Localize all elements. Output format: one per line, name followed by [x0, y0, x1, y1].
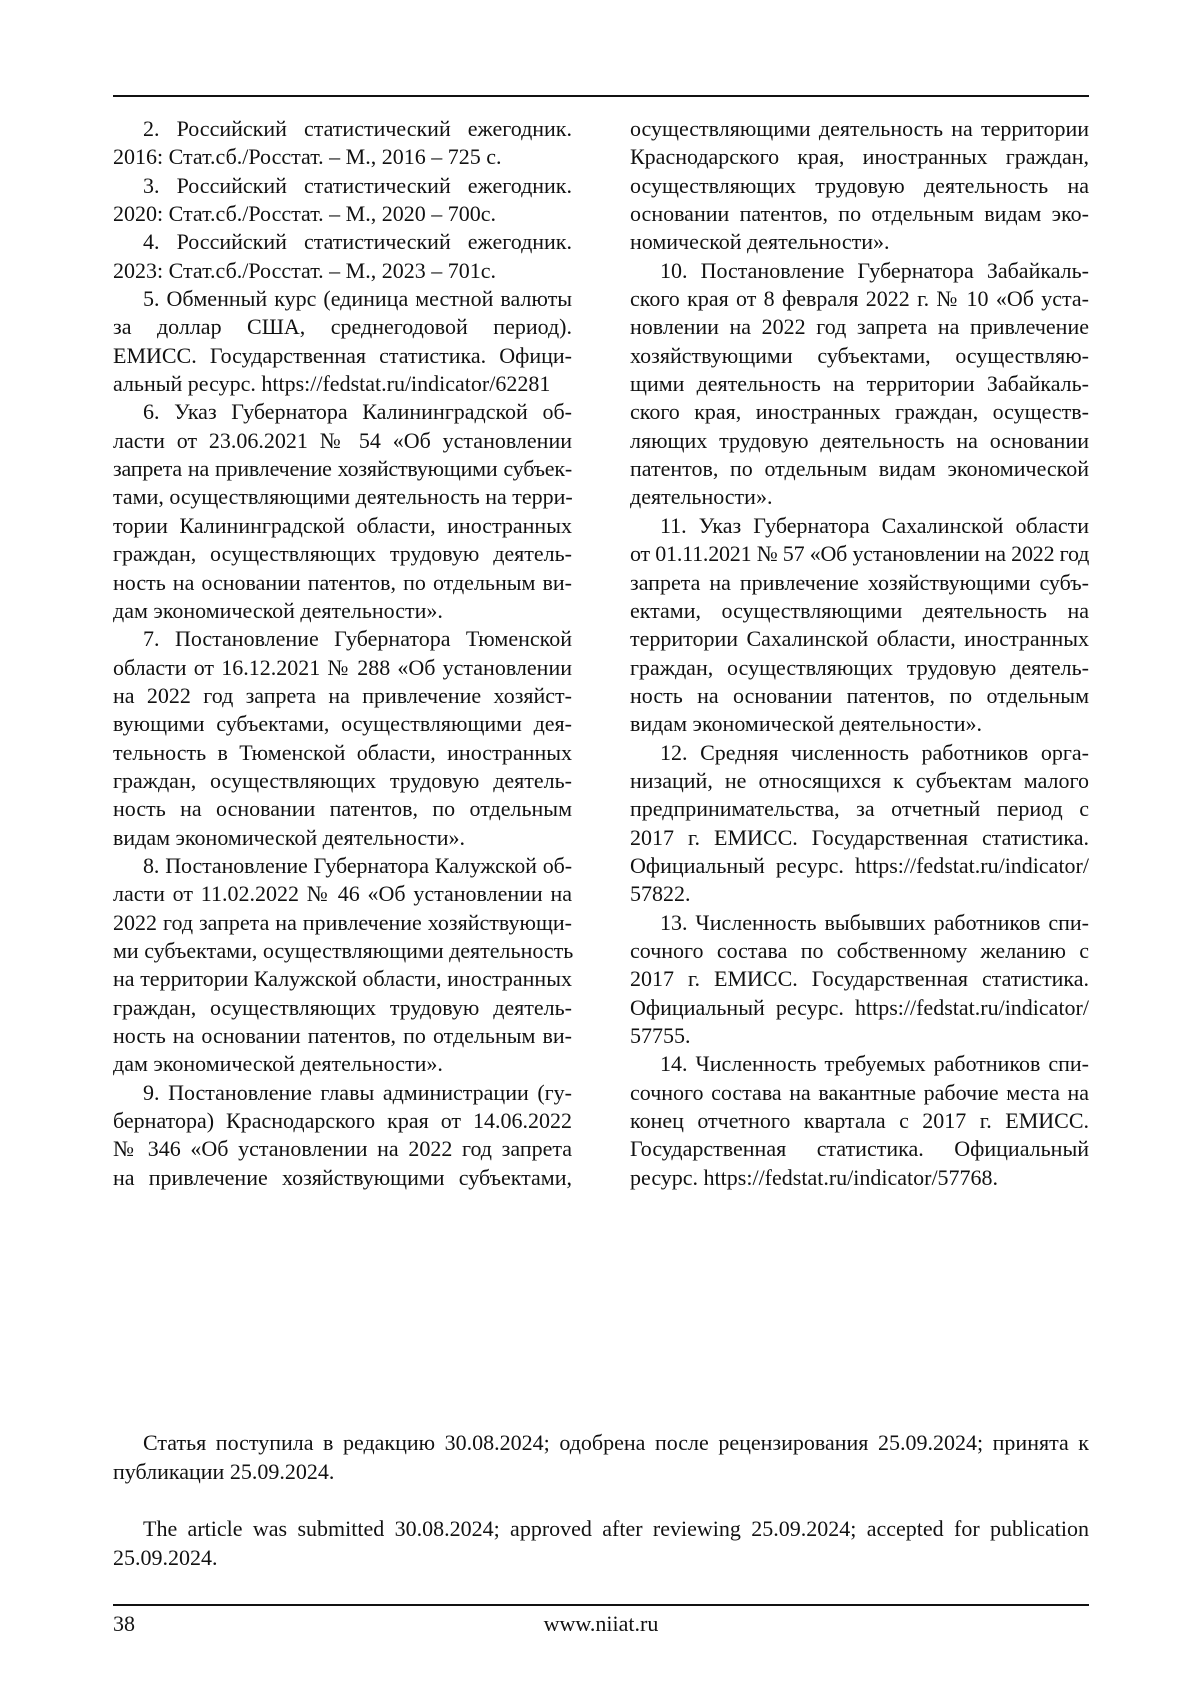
- reference-line: Официальный ресурс. https://fedstat.ru/indicator/: [630, 994, 1089, 1022]
- reference-line: тории Калининградской области, иностранных: [113, 512, 572, 540]
- reference-line: 2. Российский статистический ежегодник.: [113, 115, 572, 143]
- reference-item: [113, 285, 572, 398]
- reference-line: запрета на привлечение хозяйствующими субъ-: [630, 569, 1089, 597]
- reference-line: видам экономической деятельности».: [113, 824, 572, 852]
- reference-line: 14. Численность требуемых работников спи-: [630, 1050, 1089, 1078]
- reference-line: 2023: Стат.сб./Росстат. – М., 2023 – 701с.: [113, 257, 572, 285]
- reference-item: [113, 1079, 572, 1192]
- reference-item: [113, 228, 572, 285]
- reference-line: осуществляющими деятельность на территории: [630, 115, 1089, 143]
- reference-item: [113, 115, 572, 172]
- reference-line: от 01.11.2021 № 57 «Об установлении на 2022 год: [630, 540, 1089, 568]
- reference-line: 2022 год запрета на привлечение хозяйствующи-: [113, 909, 572, 937]
- reference-line: ского края, иностранных граждан, осуществ-: [630, 398, 1089, 426]
- reference-line: 11. Указ Губернатора Сахалинской области: [630, 512, 1089, 540]
- reference-line: 8. Постановление Губернатора Калужской об-: [113, 852, 572, 880]
- reference-line: 6. Указ Губернатора Калининградской об-: [113, 398, 572, 426]
- reference-line: дам экономической деятельности».: [113, 597, 572, 625]
- reference-line: Государственная статистика. Официальный: [630, 1135, 1089, 1163]
- reference-line: ектами, осуществляющими деятельность на: [630, 597, 1089, 625]
- reference-line: щими деятельность на территории Забайкаль-: [630, 370, 1089, 398]
- reference-item: [630, 115, 1089, 257]
- reference-line: новлении на 2022 год запрета на привлечение: [630, 313, 1089, 341]
- reference-line: деятельности».: [630, 483, 1089, 511]
- header-rule: [113, 95, 1089, 97]
- reference-line: вующими субъектами, осуществляющими дея-: [113, 710, 572, 738]
- reference-line: 5. Обменный курс (единица местной валюты: [113, 285, 572, 313]
- reference-line: хозяйствующими субъектами, осуществляю-: [630, 342, 1089, 370]
- footer-website: www.niiat.ru: [113, 1611, 1089, 1637]
- references-right-column: [630, 115, 1089, 1192]
- reference-line: патентов, по отдельным видам экономической: [630, 455, 1089, 483]
- reference-item: [630, 1050, 1089, 1192]
- reference-line: № 346 «Об установлении на 2022 год запрета: [113, 1135, 572, 1163]
- reference-line: 57822.: [630, 880, 1089, 908]
- reference-line: 3. Российский статистический ежегодник.: [113, 172, 572, 200]
- reference-line: тельность в Тюменской области, иностранных: [113, 739, 572, 767]
- reference-line: основании патентов, по отдельным видам эко-: [630, 200, 1089, 228]
- reference-line: ность на основании патентов, по отдельным: [630, 682, 1089, 710]
- reference-line: конец отчетного квартала с 2017 г. ЕМИСС.: [630, 1107, 1089, 1135]
- reference-line: на территории Калужской области, иностранных: [113, 965, 572, 993]
- reference-line: 2017 г. ЕМИСС. Государственная статистика.: [630, 824, 1089, 852]
- reference-line: ресурс. https://fedstat.ru/indicator/57768.: [630, 1164, 1089, 1192]
- reference-line: 2017 г. ЕМИСС. Государственная статистика.: [630, 965, 1089, 993]
- reference-line: низаций, не относящихся к субъектам малого: [630, 767, 1089, 795]
- reference-item: [630, 909, 1089, 1051]
- reference-line: граждан, осуществляющих трудовую деятель-: [113, 994, 572, 1022]
- reference-line: 4. Российский статистический ежегодник.: [113, 228, 572, 256]
- reference-line: ность на основании патентов, по отдельным: [113, 795, 572, 823]
- reference-line: тами, осуществляющими деятельность на терри-: [113, 483, 572, 511]
- reference-line: за доллар США, среднегодовой период).: [113, 313, 572, 341]
- reference-line: номической деятельности».: [630, 228, 1089, 256]
- references-left-column: [113, 115, 572, 1192]
- reference-line: бернатора) Краснодарского края от 14.06.2022: [113, 1107, 572, 1135]
- reference-line: видам экономической деятельности».: [630, 710, 1089, 738]
- reference-line: альный ресурс. https://fedstat.ru/indicator/62281: [113, 370, 572, 398]
- reference-item: [113, 398, 572, 625]
- reference-line: ляющих трудовую деятельность на основании: [630, 427, 1089, 455]
- reference-line: сочного состава на вакантные рабочие места на: [630, 1079, 1089, 1107]
- reference-line: 13. Численность выбывших работников спи-: [630, 909, 1089, 937]
- reference-line: ласти от 11.02.2022 № 46 «Об установлении на: [113, 880, 572, 908]
- reference-line: 2016: Стат.сб./Росстат. – М., 2016 – 725 с.: [113, 143, 572, 171]
- footer-rule: [113, 1604, 1089, 1606]
- submission-note-ru: Статья поступила в редакцию 30.08.2024; одобрена после рецензирования 25.09.2024; принята к публикации 25.09.2024.: [113, 1428, 1089, 1486]
- reference-line: запрета на привлечение хозяйствующими субъек-: [113, 455, 572, 483]
- reference-line: дам экономической деятельности».: [113, 1050, 572, 1078]
- reference-line: 12. Средняя численность работников орга-: [630, 739, 1089, 767]
- reference-line: 2020: Стат.сб./Росстат. – М., 2020 – 700с.: [113, 200, 572, 228]
- reference-item: [113, 172, 572, 229]
- reference-line: Официальный ресурс. https://fedstat.ru/indicator/: [630, 852, 1089, 880]
- reference-line: области от 16.12.2021 № 288 «Об установлении: [113, 654, 572, 682]
- reference-line: 57755.: [630, 1022, 1089, 1050]
- reference-item: [630, 257, 1089, 512]
- reference-item: [113, 852, 572, 1079]
- reference-line: сочного состава по собственному желанию с: [630, 937, 1089, 965]
- reference-line: территории Сахалинской области, иностранных: [630, 625, 1089, 653]
- reference-line: на 2022 год запрета на привлечение хозяйст-: [113, 682, 572, 710]
- reference-line: граждан, осуществляющих трудовую деятель-: [113, 767, 572, 795]
- reference-line: ми субъектами, осуществляющими деятельность: [113, 937, 572, 965]
- page-number: 38: [113, 1611, 135, 1637]
- reference-line: 9. Постановление главы администрации (гу-: [113, 1079, 572, 1107]
- reference-line: ского края от 8 февраля 2022 г. № 10 «Об уста-: [630, 285, 1089, 313]
- reference-line: ЕМИСС. Государственная статистика. Офици-: [113, 342, 572, 370]
- reference-item: [630, 512, 1089, 739]
- reference-item: [113, 625, 572, 852]
- reference-line: 7. Постановление Губернатора Тюменской: [113, 625, 572, 653]
- reference-line: ность на основании патентов, по отдельным ви-: [113, 1022, 572, 1050]
- reference-line: на привлечение хозяйствующими субъектами,: [113, 1164, 572, 1192]
- reference-line: 10. Постановление Губернатора Забайкаль-: [630, 257, 1089, 285]
- submission-note-en: The article was submitted 30.08.2024; approved after reviewing 25.09.2024; accepted for publication 25.09.2024.: [113, 1514, 1089, 1572]
- reference-line: граждан, осуществляющих трудовую деятель-: [113, 540, 572, 568]
- reference-item: [630, 739, 1089, 909]
- reference-line: Краснодарского края, иностранных граждан,: [630, 143, 1089, 171]
- reference-line: ность на основании патентов, по отдельным ви-: [113, 569, 572, 597]
- reference-line: граждан, осуществляющих трудовую деятель-: [630, 654, 1089, 682]
- reference-line: ласти от 23.06.2021 № 54 «Об установлении: [113, 427, 572, 455]
- reference-line: осуществляющих трудовую деятельность на: [630, 172, 1089, 200]
- reference-line: предпринимательства, за отчетный период с: [630, 795, 1089, 823]
